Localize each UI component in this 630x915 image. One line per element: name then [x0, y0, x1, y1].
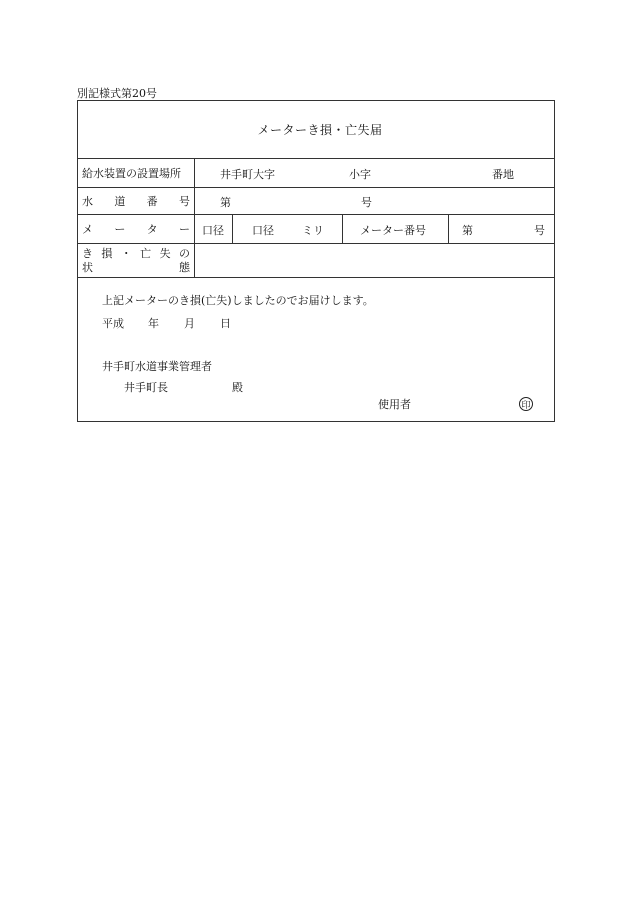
damage-state-label: き 損 ・ 亡 失 の 状 態 [82, 246, 190, 274]
meter-caliber-unit: ミリ [302, 224, 324, 237]
meter-number-go: 号 [534, 224, 545, 237]
water-number-label: 水 道 番 号 [82, 195, 190, 208]
addressee-name: 井手町長 [124, 381, 168, 394]
user-label: 使用者 [378, 398, 411, 411]
meter-number-dai: 第 [462, 224, 473, 237]
statement-text: 上記メーターのき損(亡失)しましたのでお届けします。 [102, 294, 374, 307]
water-number-go: 号 [361, 196, 372, 209]
date-month: 月 [184, 317, 195, 330]
location-banchi: 番地 [492, 168, 514, 181]
meter-damage-form [77, 100, 555, 422]
form-number: 別記様式第20号 [77, 87, 157, 100]
meter-label: メ ー タ ー [82, 223, 190, 236]
notification-body [78, 278, 554, 422]
location-koaza: 小字 [349, 168, 371, 181]
seal-mark: 印 [519, 397, 533, 411]
meter-row [78, 215, 554, 244]
water-number-row [78, 188, 554, 215]
location-label: 給水装置の設置場所 [82, 167, 181, 180]
date-day: 日 [220, 317, 231, 330]
water-number-dai: 第 [220, 196, 231, 209]
addressee-org: 井手町水道事業管理者 [102, 360, 212, 373]
date-year: 年 [148, 317, 159, 330]
meter-caliber-label: 口径 [202, 224, 224, 237]
meter-caliber-value: 口径 [252, 224, 274, 237]
title-row [78, 101, 554, 159]
form-title: メーターき損・亡失届 [257, 123, 383, 137]
damage-state-row [78, 244, 554, 278]
location-row [78, 159, 554, 188]
meter-number-label: メーター番号 [360, 224, 426, 237]
date-era: 平成 [102, 317, 124, 330]
honorific: 殿 [232, 381, 243, 394]
location-town: 井手町大字 [220, 168, 275, 181]
